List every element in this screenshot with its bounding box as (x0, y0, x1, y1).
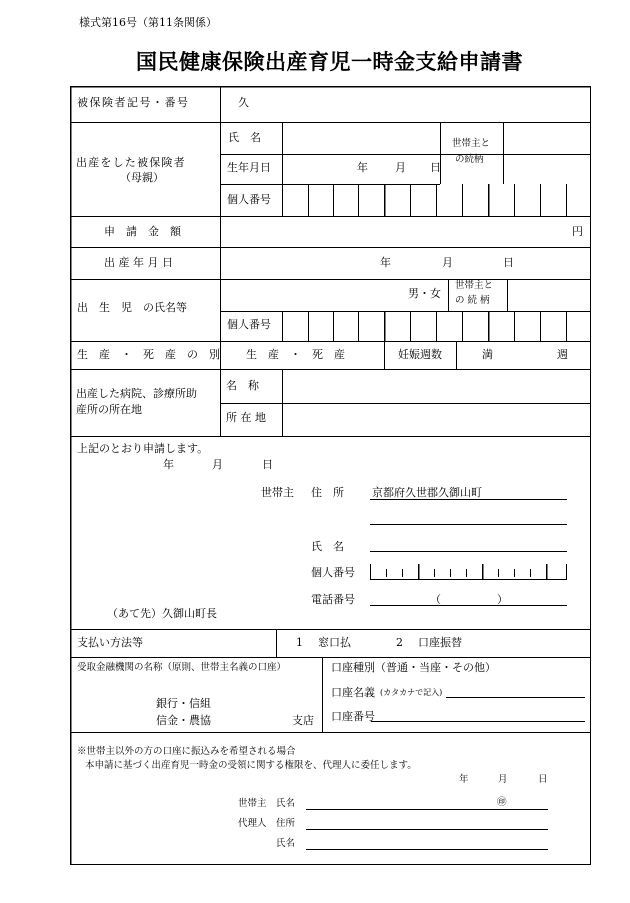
delegation-agent-address-label: 住所 (276, 818, 296, 829)
householder-address-value[interactable]: 京都府久世郡久御山町 (372, 486, 482, 499)
delegation-agent: 代理人 (238, 818, 267, 829)
seal-icon: ㊞ (497, 797, 507, 808)
delegation-note-1: ※世帯主以外の方の口座に振込みを希望される場合 (77, 746, 296, 757)
birth-type-label: 生 産 ・ 死 産 の 別 (77, 348, 220, 361)
declaration-month-unit: 月 (212, 458, 223, 471)
householder-address-label: 住 所 (311, 486, 344, 499)
birth-date-year-unit: 年 (380, 256, 391, 269)
birth-date-label: 出 産 年 月 日 (104, 256, 173, 269)
bank-type-line-1[interactable]: 銀行・信組 (156, 697, 211, 710)
mother-mynumber-label: 個人番号 (227, 193, 271, 206)
payment-option-transfer[interactable]: 口座振替 (418, 636, 462, 649)
bank-branch: 支店 (292, 714, 314, 727)
mother-name-label: 氏 名 (228, 131, 261, 144)
addressee: （あて先）久御山町長 (107, 607, 217, 620)
account-holder-note: (カタカナで記入) (380, 688, 443, 697)
mother-birth-label: 生年月日 (227, 161, 271, 174)
hospital-name-label: 名 称 (226, 379, 259, 392)
account-number-label: 口座番号 (331, 710, 375, 723)
hospital-label-1: 出産した病院、診療所助 (76, 387, 197, 400)
pregnancy-weeks-unit: 週 (557, 348, 568, 361)
declaration-text: 上記のとおり申請します。 (77, 442, 209, 455)
pregnancy-weeks-prefix: 満 (482, 348, 493, 361)
householder-label: 世帯主 (261, 486, 294, 499)
address-underline (370, 499, 567, 500)
hospital-label-2: 産所の所在地 (76, 403, 142, 416)
declaration-day-unit: 日 (262, 458, 273, 471)
child-relation-label-1: 世帯主と (455, 280, 494, 291)
account-type[interactable]: 口座種別（普通・当座・その他） (331, 661, 496, 674)
delegation-note-2: 本申請に基づく出産育児一時金の受領に関する権限を、代理人に委任します。 (85, 760, 417, 771)
bank-type-line-2[interactable]: 信金・農協 (156, 714, 211, 727)
delegation-year-unit: 年 (459, 774, 469, 785)
insured-number-label: 被保険者記号・番号 (77, 96, 190, 109)
birth-type-options[interactable]: 生 産 ・ 死 産 (246, 348, 345, 361)
form-number: 様式第16号（第11条関係） (79, 16, 217, 29)
delegation-day-unit: 日 (538, 774, 548, 785)
child-relation-label-2: の 続 柄 (455, 295, 490, 306)
hospital-address-label: 所 在 地 (226, 411, 266, 424)
declaration-year-unit: 年 (163, 458, 174, 471)
payment-option-2-num: 2 (396, 636, 403, 649)
pregnancy-weeks-label: 妊娠週数 (398, 348, 442, 361)
mother-birth-day-unit: 日 (430, 161, 441, 174)
mother-birth-year-unit: 年 (357, 161, 368, 174)
mother-birth-month-unit: 月 (395, 161, 406, 174)
birth-date-day-unit: 日 (503, 256, 514, 269)
child-mynumber-label: 個人番号 (227, 318, 271, 331)
page-title: 国民健康保険出産育児一時金支給申請書 (136, 49, 523, 74)
delegation-agent-name-label: 氏名 (276, 838, 296, 849)
delegation-householder-name-label: 氏名 (276, 798, 296, 809)
delegation-month-unit: 月 (498, 774, 508, 785)
birth-date-month-unit: 月 (442, 256, 453, 269)
householder-mynumber-label: 個人番号 (311, 566, 355, 579)
phone-paren-close: ） (497, 593, 508, 606)
amount-label: 申 請 金 額 (104, 225, 181, 238)
payment-label: 支払い方法等 (77, 636, 143, 649)
payment-option-1-num: 1 (296, 636, 303, 649)
delegation-householder: 世帯主 (238, 798, 267, 809)
mother-label: 出産をした被保険者 (76, 156, 186, 169)
mother-relation-label-1: 世帯主と (452, 138, 491, 149)
mother-relation-label-2: の続柄 (455, 154, 484, 165)
payment-option-window[interactable]: 窓口払 (318, 636, 351, 649)
phone-paren-open: （ (430, 593, 441, 606)
insured-number-value[interactable]: 久 (238, 96, 249, 109)
mother-name-field[interactable] (285, 123, 435, 153)
account-holder-label: 口座名義 (331, 686, 375, 699)
mother-label-sub: （母親） (120, 171, 164, 184)
bank-label: 受取金融機関の名称（原則、世帯主名義の口座） (77, 662, 287, 673)
householder-name-label: 氏 名 (311, 540, 344, 553)
child-sex[interactable]: 男・女 (408, 287, 441, 300)
child-label: 出 生 児 の氏名等 (77, 301, 187, 314)
phone-label: 電話番号 (311, 593, 355, 606)
amount-unit: 円 (572, 225, 583, 238)
